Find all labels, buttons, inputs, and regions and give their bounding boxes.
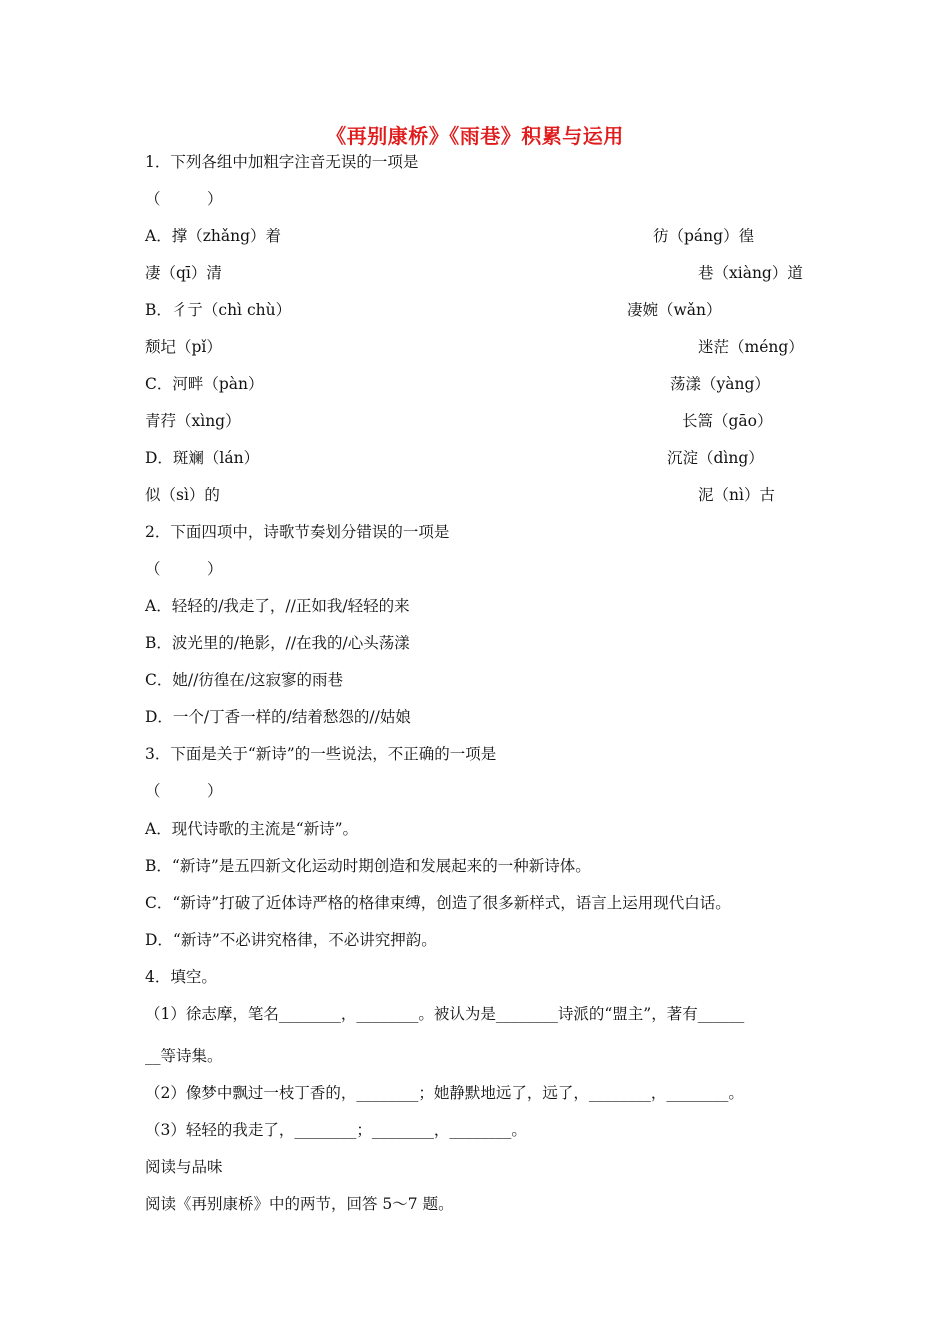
q1-answer-paren: （ ） (145, 190, 223, 208)
q2-option-d: D．一个/丁香一样的/结着愁怨的//姑娘 (145, 708, 411, 726)
q4-item-3: （3）轻轻的我走了，________；________，________。 (145, 1121, 527, 1139)
q1-option-a-right: 彷（páng）徨 (653, 227, 755, 245)
q2-stem: 2．下面四项中，诗歌节奏划分错误的一项是 (145, 523, 450, 541)
q1-option-c-right: 荡漾（yàng） (670, 375, 770, 393)
q2-option-c: C．她//彷徨在/这寂寥的雨巷 (145, 671, 344, 689)
reading-intro: 阅读《再别康桥》中的两节，回答 5～7 题。 (145, 1195, 454, 1213)
page-title: 《再别康桥》《雨巷》积累与运用 (326, 124, 624, 148)
q1-option-d-right-2: 泥（nì）古 (698, 486, 775, 504)
q3-answer-paren: （ ） (145, 782, 223, 800)
q4-item-2: （2）像梦中飘过一枝丁香的，________；她静默地远了，远了，________，________。 (145, 1084, 744, 1102)
q3-stem: 3．下面是关于“新诗”的一些说法，不正确的一项是 (145, 745, 497, 763)
q4-item-1-cont: __等诗集。 (145, 1047, 223, 1065)
q1-option-c-right-2: 长篙（gāo） (682, 412, 773, 430)
q1-option-d-right: 沉淀（dìng） (667, 449, 764, 467)
q1-option-d-left-2: 似（sì）的 (145, 486, 220, 504)
q4-item-1: （1）徐志摩，笔名________，________。被认为是________诗派的“盟主”，著有______ (145, 1005, 745, 1023)
q1-option-b-left-2: 颓圮（pǐ） (145, 338, 222, 356)
q1-option-a-right-2: 巷（xiàng）道 (698, 264, 803, 282)
q2-answer-paren: （ ） (145, 560, 223, 578)
q2-option-b: B．波光里的/艳影，//在我的/心头荡漾 (145, 634, 410, 652)
q1-option-c-left-2: 青荇（xìng） (145, 412, 241, 430)
q1-option-b-right-2: 迷茫（méng） (698, 338, 804, 356)
q4-stem: 4．填空。 (145, 968, 217, 986)
reading-heading: 阅读与品味 (145, 1158, 223, 1176)
q3-option-d: D．“新诗”不必讲究格律，不必讲究押韵。 (145, 931, 437, 949)
q1-option-b-right: 凄婉（wǎn） (627, 301, 722, 319)
q1-option-a-left-2: 凄（qī）清 (145, 264, 222, 282)
q1-option-a-left: A．撑（zhǎng）着 (145, 227, 281, 245)
q3-option-b: B．“新诗”是五四新文化运动时期创造和发展起来的一种新诗体。 (145, 857, 591, 875)
q1-stem: 1．下列各组中加粗字注音无误的一项是 (145, 153, 419, 171)
q3-option-c: C．“新诗”打破了近体诗严格的格律束缚，创造了很多新样式，语言上运用现代白话。 (145, 894, 731, 912)
q1-option-c-left: C．河畔（pàn） (145, 375, 264, 393)
q1-option-b-left: B．彳亍（chì chù） (145, 301, 292, 319)
q2-option-a: A．轻轻的/我走了，//正如我/轻轻的来 (145, 597, 410, 615)
q3-option-a: A．现代诗歌的主流是“新诗”。 (145, 820, 359, 838)
q1-option-d-left: D．斑斓（lán） (145, 449, 260, 467)
